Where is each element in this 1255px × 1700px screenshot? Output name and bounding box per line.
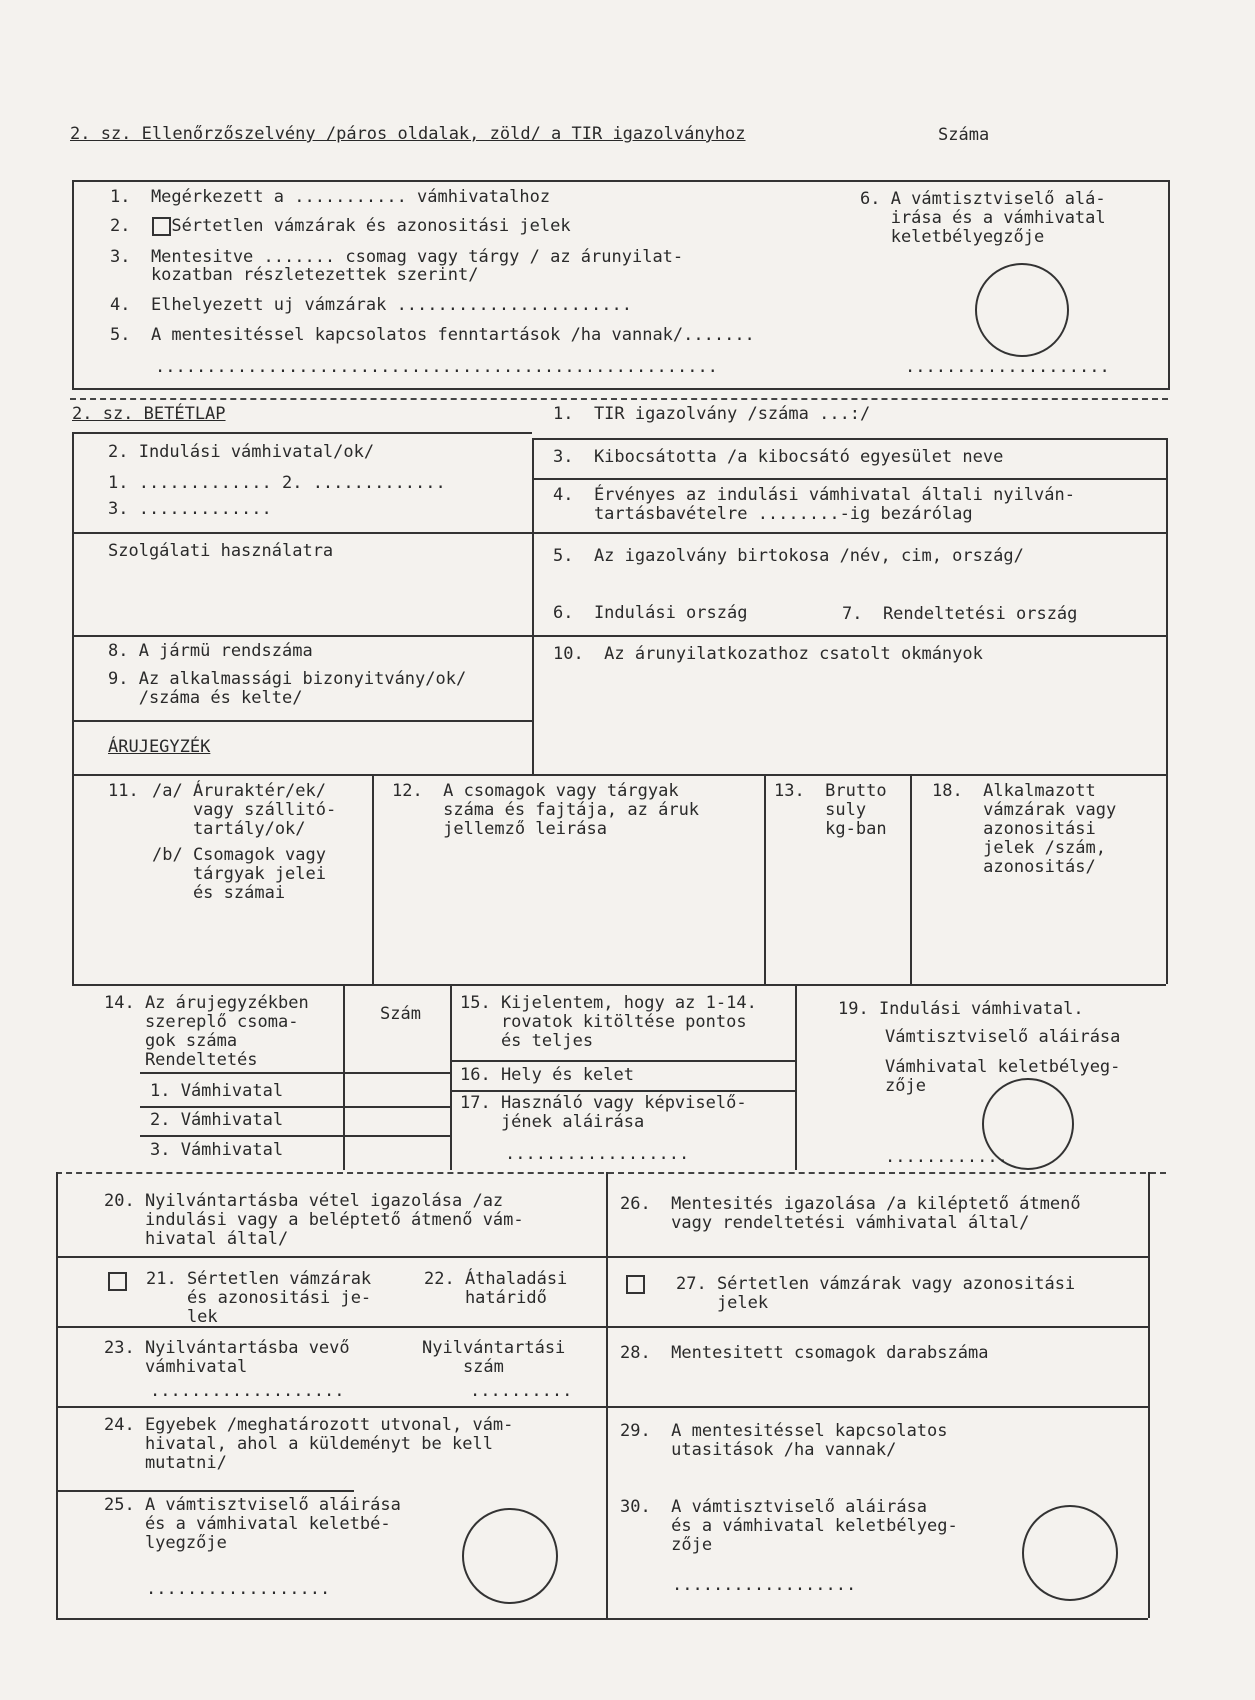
slip-item-2-checkbox[interactable] <box>152 217 171 236</box>
rule <box>910 774 912 984</box>
rule <box>1166 774 1168 984</box>
field-11: 11. <box>108 781 139 801</box>
number-column-label: Szám <box>380 1004 421 1024</box>
field-30-2: és a vámhivatal keletbélyeg- <box>620 1516 958 1536</box>
field-26-1: 26. Mentesités igazolása /a kiléptető átmenő <box>620 1194 1081 1214</box>
field-23-dots: ................... <box>150 1381 345 1401</box>
field-18-3: azonositási <box>932 819 1096 839</box>
official-stamp-circle <box>975 263 1069 357</box>
field-25-2: és a vámhivatal keletbé- <box>104 1514 391 1534</box>
rule <box>764 774 766 984</box>
field-20-2: indulási vagy a beléptető átmenő vám- <box>104 1210 524 1230</box>
rule <box>56 1172 58 1618</box>
rule <box>606 1172 608 1618</box>
field-25-1: 25. A vámtisztviselő aláirása <box>104 1495 401 1515</box>
rule <box>140 1135 450 1137</box>
field-18-5: azonositás/ <box>932 857 1096 877</box>
field-11a-3: tartály/ok/ <box>152 819 306 839</box>
field-7: 7. Rendeltetési ország <box>842 604 1078 624</box>
field-17-1: 17. Használó vagy képviselő- <box>460 1093 747 1113</box>
field-13-1: 13. Brutto <box>774 781 887 801</box>
slip-item-2: 2. Sértetlen vámzárak és azonositási jelek <box>110 216 571 236</box>
field-19-signature: Vámtisztviselő aláirása <box>885 1027 1121 1047</box>
slip-item-6b: irása és a vámhivatal <box>860 208 1106 228</box>
field-28: 28. Mentesitett csomagok darabszáma <box>620 1343 989 1363</box>
rule <box>72 635 1166 637</box>
rule <box>343 984 345 1170</box>
field-11b-1: /b/ Csomagok vagy <box>152 845 326 865</box>
field-9a: 9. Az alkalmassági bizonyitvány/ok/ <box>108 669 467 689</box>
field-2: 2. Indulási vámhivatal/ok/ <box>108 442 375 462</box>
form-title: 2. sz. Ellenőrzőszelvény /páros oldalak, zöld/ a TIR igazolványhoz <box>70 124 746 144</box>
number-label: Száma <box>938 125 990 145</box>
field-11a-2: vagy szállitó- <box>152 800 337 820</box>
rule <box>450 1090 795 1092</box>
rule <box>72 532 1166 534</box>
registration-number-2: szám <box>422 1357 504 1377</box>
field-11b-3: és számai <box>152 883 286 903</box>
manifest-title: ÁRUJEGYZÉK <box>108 737 211 757</box>
service-use-label: Szolgálati használatra <box>108 541 334 561</box>
field-30-dots: .................. <box>672 1575 857 1595</box>
rule <box>532 478 1166 480</box>
rule <box>72 984 1166 986</box>
field-25-dots: .................. <box>146 1579 331 1599</box>
rule <box>450 984 452 1170</box>
field-6: 6. Indulási ország <box>553 603 748 623</box>
field-1: 1. TIR igazolvány /száma ...:/ <box>553 404 871 424</box>
field-11a-1: /a/ Áruraktér/ek/ <box>152 781 326 801</box>
rule <box>56 1326 1148 1328</box>
field-21-3: lek <box>146 1307 218 1327</box>
field-21-checkbox[interactable] <box>108 1272 127 1291</box>
destination-3: 3. Vámhivatal <box>150 1140 284 1160</box>
rule <box>72 432 74 984</box>
field-15-3: és teljes <box>460 1031 594 1051</box>
destination-1: 1. Vámhivatal <box>150 1081 284 1101</box>
field-27-1: 27. Sértetlen vámzárak vagy azonositási <box>676 1274 1076 1294</box>
field-14-3: gok száma <box>104 1031 238 1051</box>
discharge-stamp-circle <box>1022 1505 1118 1601</box>
registration-stamp-circle <box>462 1508 558 1604</box>
field-21-2: és azonositási je- <box>146 1288 372 1308</box>
rule <box>72 432 532 434</box>
field-19-stamp-1: Vámhivatal keletbélyeg- <box>885 1057 1121 1077</box>
rule <box>56 1490 354 1492</box>
field-17-2: jének aláirása <box>460 1112 645 1132</box>
field-2-line-1-2: 1. ............. 2. ............. <box>108 473 446 493</box>
field-16: 16. Hely és kelet <box>460 1065 634 1085</box>
field-12-1: 12. A csomagok vagy tárgyak <box>392 781 679 801</box>
field-21-1: 21. Sértetlen vámzárak <box>146 1269 372 1289</box>
field-24-2: hivatal, ahol a küldeményt be kell <box>104 1434 493 1454</box>
slip-item-6c: keletbélyegzője <box>860 227 1045 247</box>
field-23-2: vámhivatal <box>104 1357 248 1377</box>
slip-sign-dots: .................... <box>905 357 1110 377</box>
rule <box>72 720 532 722</box>
field-3: 3. Kibocsátotta /a kibocsátó egyesület neve <box>553 447 1004 467</box>
field-20-1: 20. Nyilvántartásba vétel igazolása /az <box>104 1191 504 1211</box>
perforation-line-bottom <box>56 1172 1166 1174</box>
field-10: 10. Az árunyilatkozathoz csatolt okmányok <box>553 644 983 664</box>
registration-number-1: Nyilvántartási <box>422 1338 566 1358</box>
field-12-3: jellemző leirása <box>392 819 607 839</box>
field-4b: tartásbavételre ........-ig bezárólag <box>553 504 973 524</box>
slip-item-5: 5. A mentesitéssel kapcsolatos fenntartások /ha vannak/....... <box>110 325 755 345</box>
field-24-1: 24. Egyebek /meghatározott utvonal, vám- <box>104 1415 514 1435</box>
field-12-2: száma és fajtája, az áruk <box>392 800 700 820</box>
field-4a: 4. Érvényes az indulási vámhivatal általi nyilván- <box>553 485 1075 505</box>
field-14-4: Rendeltetés <box>104 1050 258 1070</box>
field-19-dots: ............ <box>885 1147 1008 1167</box>
field-24-3: mutatni/ <box>104 1453 227 1473</box>
field-17-dots: .................. <box>505 1144 690 1164</box>
field-14-2: szereplő csoma- <box>104 1012 299 1032</box>
rule <box>56 1406 1148 1408</box>
slip-item-1: 1. Megérkezett a ........... vámhivatalhoz <box>110 187 551 207</box>
rule <box>56 1256 1148 1258</box>
rule <box>140 1106 450 1108</box>
field-29-1: 29. A mentesitéssel kapcsolatos <box>620 1421 948 1441</box>
field-26-2: vagy rendeltetési vámhivatal által/ <box>620 1213 1030 1233</box>
rule <box>372 774 374 984</box>
field-29-2: utasitások /ha vannak/ <box>620 1440 897 1460</box>
voucher-title: 2. sz. BETÉTLAP <box>72 404 226 424</box>
field-14-1: 14. Az árujegyzékben <box>104 993 309 1013</box>
slip-item-3b: kozatban részletezettek szerint/ <box>110 265 479 285</box>
destination-2: 2. Vámhivatal <box>150 1110 284 1130</box>
field-13-2: suly <box>774 800 867 820</box>
rule <box>1148 1172 1150 1618</box>
rule <box>72 774 1166 776</box>
field-30-1: 30. A vámtisztviselő aláirása <box>620 1497 928 1517</box>
field-20-3: hivatal által/ <box>104 1229 289 1249</box>
field-13-3: kg-ban <box>774 819 887 839</box>
rule <box>1166 438 1168 774</box>
field-18-4: jelek /szám, <box>932 838 1106 858</box>
field-23-1: 23. Nyilvántartásba vevő <box>104 1338 350 1358</box>
field-2-line-3: 3. ............. <box>108 499 272 519</box>
rule <box>532 438 534 774</box>
slip-dotted-line: ....................................................... <box>155 357 718 377</box>
field-9b: /száma és kelte/ <box>108 688 303 708</box>
field-18-2: vámzárak vagy <box>932 800 1117 820</box>
field-19-stamp-2: zője <box>885 1076 926 1096</box>
field-8: 8. A jármü rendszáma <box>108 641 313 661</box>
field-30-3: zője <box>620 1535 713 1555</box>
field-5: 5. Az igazolvány birtokosa /név, cim, ország/ <box>553 546 1024 566</box>
field-19: 19. Indulási vámhivatal. <box>838 999 1084 1019</box>
field-27-2: jelek <box>676 1293 769 1313</box>
rule <box>56 1618 1148 1620</box>
field-18-1: 18. Alkalmazott <box>932 781 1096 801</box>
rule <box>140 1072 450 1074</box>
registration-dots: .......... <box>470 1381 573 1401</box>
slip-item-6a: 6. A vámtisztviselő alá- <box>860 189 1106 209</box>
rule <box>795 984 797 1170</box>
field-25-3: lyegzője <box>104 1533 227 1553</box>
slip-item-3a: 3. Mentesitve ....... csomag vagy tárgy / az árunyilat- <box>110 247 684 267</box>
field-22-1: 22. Áthaladási <box>424 1269 568 1289</box>
rule <box>450 1060 795 1062</box>
rule <box>532 438 1166 440</box>
field-22-2: határidő <box>424 1288 547 1308</box>
slip-item-4: 4. Elhelyezett uj vámzárak ....................... <box>110 295 632 315</box>
field-15-1: 15. Kijelentem, hogy az 1-14. <box>460 993 757 1013</box>
field-11b-2: tárgyak jelei <box>152 864 326 884</box>
perforation-line-top <box>70 398 1168 400</box>
field-27-checkbox[interactable] <box>626 1275 645 1294</box>
field-15-2: rovatok kitöltése pontos <box>460 1012 747 1032</box>
